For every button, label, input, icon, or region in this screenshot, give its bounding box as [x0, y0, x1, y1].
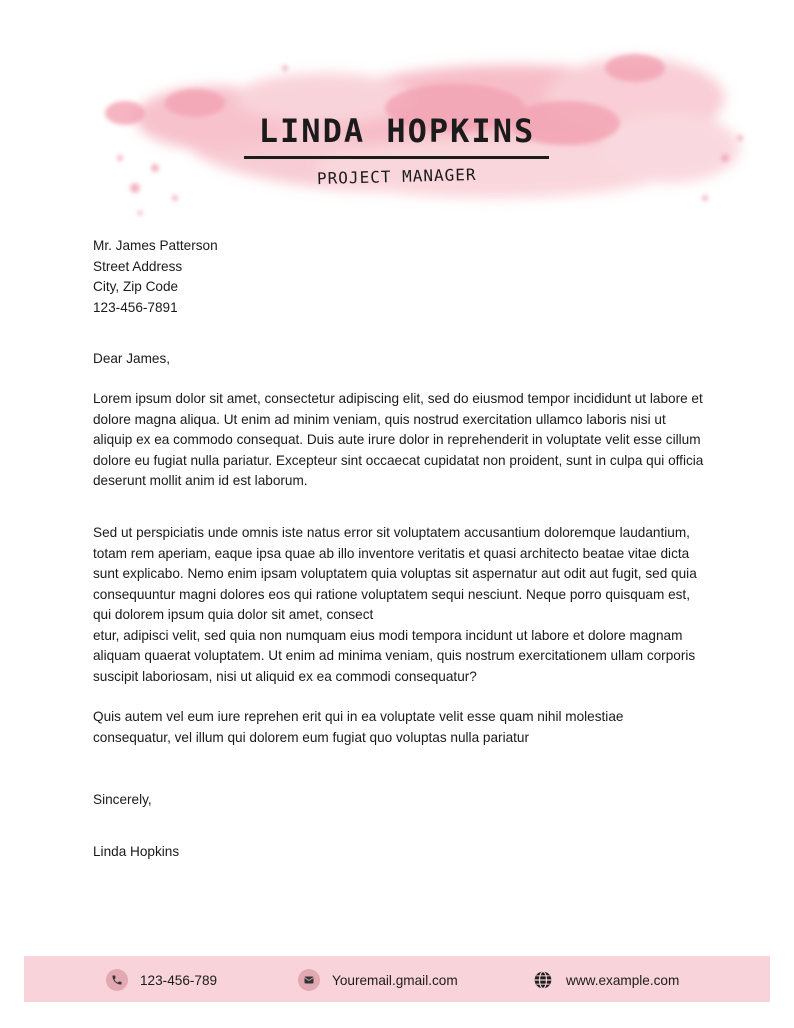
contact-footer — [24, 956, 770, 1002]
footer-phone[interactable] — [106, 968, 217, 992]
footer-email-text: Youremail.gmail.com — [332, 972, 458, 988]
footer-website-text: www.example.com — [566, 972, 680, 988]
recipient-city: City, Zip Code — [93, 279, 179, 294]
closing: Sincerely, — [93, 792, 152, 807]
recipient-address — [93, 236, 705, 318]
recipient-street: Street Address — [93, 258, 183, 274]
paragraph-2-block — [93, 523, 705, 687]
phone-icon — [106, 969, 128, 991]
mail-icon — [298, 969, 320, 991]
salutation: Dear James, — [93, 351, 171, 366]
recipient-name: Mr. James Patterson — [93, 238, 218, 253]
sender-role — [0, 164, 794, 189]
recipient-phone: 123-456-7891 — [93, 299, 178, 315]
sender-role-text: PROJECT MANAGER — [317, 164, 477, 189]
paragraph-1: Lorem ipsum dolor sit amet, consectetur adipiscing elit, sed do eiusmod tempor incididunt ut labore et dolore magna aliqua. Ut enim ad minim veniam, quis nostrud exercitation ullamco laboris nisi ut aliquip ex ea commodo consequat. Duis aute irure dolor in reprehenderit in voluptate velit esse cillum dolore eu fugiat nulla pariatur. Excepteur sint occaecat cupidatat non proident, sunt in culpa qui officia deserunt mollit anim id est laborum. — [93, 391, 704, 488]
paragraph-3: Quis autem vel eum iure reprehen erit qui in ea voluptate velit esse quam nihil molestiae consequatur, vel illum qui dolorem eum fugiat quo voluptas nulla pariatur — [93, 709, 624, 745]
footer-email[interactable] — [298, 968, 458, 992]
name-divider — [244, 156, 549, 159]
signature-name: Linda Hopkins — [93, 844, 180, 859]
paragraph-2: Sed ut perspiciatis unde omnis iste natus error sit voluptatem accusantium doloremque laudantium, totam rem aperiam, eaque ipsa quae ab illo inventore veritatis et quasi architecto beatae vitae dicta sunt explicabo. Nemo enim ipsam voluptatem quia voluptas sit aspernatur aut odit aut fugit, sed quia consequuntur magni dolores eos qui ratione voluptatem sequi nesciunt. Neque porro quisquam est, qui dolorem ipsum quia dolor sit amet, consect — [93, 525, 697, 622]
footer-website[interactable] — [532, 968, 679, 992]
globe-icon — [532, 969, 554, 991]
paragraph-2-continued: etur, adipisci velit, sed quia non numquam eius modi tempora incidunt ut labore et dolore magnam aliquam quaerat voluptatem. Ut enim ad minima veniam, quis nostrum exercitationem ullam corporis suscipit laboriosam, nisi ut aliquid ex ea commodi consequatur? — [93, 627, 696, 684]
footer-phone-text: 123-456-789 — [140, 972, 218, 988]
sender-name: LINDA HOPKINS — [258, 112, 536, 150]
